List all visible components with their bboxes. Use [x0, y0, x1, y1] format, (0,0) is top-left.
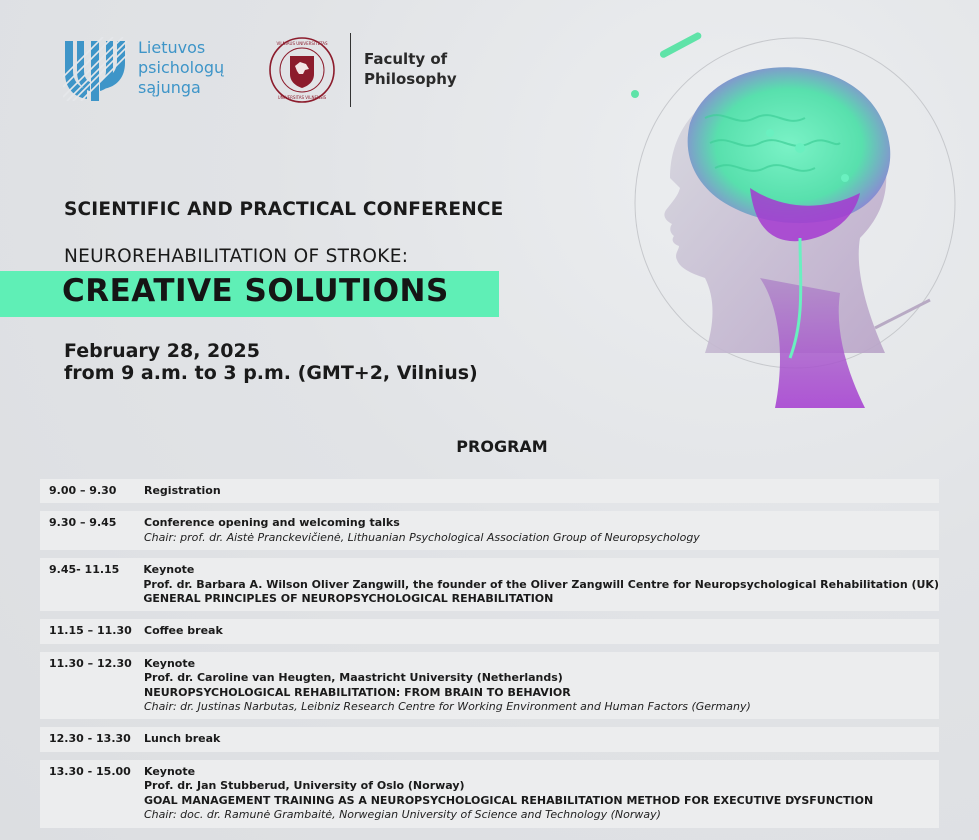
program-row: [40, 619, 939, 643]
program-row-line: Registration: [144, 484, 221, 497]
program-row-line: Keynote: [143, 563, 195, 577]
program-row-details: [144, 624, 939, 638]
program-row-line: Prof. dr. Barbara A. Wilson Oliver Zangwill, the founder of the Oliver Zangwill Centre for Neuropsychological Rehabilitation (UK): [143, 577, 939, 591]
program-row-line: Lunch break: [144, 732, 221, 746]
program-row-line: GENERAL PRINCIPLES OF NEUROPSYCHOLOGICAL REHABILITATION: [143, 592, 554, 606]
program-row-details: [143, 563, 939, 606]
program-row: [40, 558, 939, 611]
program-row-details: [144, 732, 939, 746]
faculty-line-1: Faculty of: [364, 50, 448, 68]
program-row-line: Conference opening and welcoming talks: [144, 516, 400, 530]
program-row-details: [144, 765, 939, 823]
program-row-time: 9.45- 11.15: [49, 563, 120, 577]
lps-line-2: psichologų: [138, 58, 225, 77]
program-row: [40, 479, 939, 503]
conference-time: from 9 a.m. to 3 p.m. (GMT+2, Vilnius): [64, 362, 478, 384]
program-row-line: Keynote: [144, 764, 196, 778]
conference-topic: NEUROREHABILITATION OF STROKE:: [64, 246, 409, 267]
program-row-time: 9.30 – 9.45: [49, 516, 117, 530]
program-row-line: Prof. dr. Caroline van Heugten, Maastricht University (Netherlands): [144, 671, 563, 685]
conference-date: February 28, 2025: [64, 340, 260, 362]
lps-line-3: sąjunga: [138, 78, 201, 97]
conference-type: SCIENTIFIC AND PRACTICAL CONFERENCE: [64, 199, 504, 220]
vilnius-university-seal-icon: [268, 36, 336, 104]
program-row-details: [144, 484, 939, 498]
program-title: PROGRAM: [456, 437, 548, 456]
lps-logo-icon: [63, 37, 127, 101]
program-row-time: 11.30 – 12.30: [49, 656, 132, 670]
lps-line-1: Lietuvos: [138, 38, 206, 57]
program-row-line: Prof. dr. Jan Stubberud, University of Oslo (Norway): [144, 779, 465, 793]
program-row: [40, 727, 939, 751]
lps-logo-text: [138, 38, 224, 98]
program-row-line: Keynote: [144, 656, 196, 670]
program-row-time: 12.30 - 13.30: [49, 732, 131, 746]
program-row-line: GOAL MANAGEMENT TRAINING AS A NEUROPSYCHOLOGICAL REHABILITATION METHOD FOR EXECUTIVE DYSFUNCTION: [144, 793, 874, 807]
program-row-time: 9.00 – 9.30: [49, 484, 117, 497]
program-row-chair: Chair: doc. dr. Ramunė Grambaitė, Norwegian University of Science and Technology (Norway): [144, 808, 661, 822]
brain-head-illustration: [610, 28, 960, 413]
faculty-line-2: Philosophy: [364, 70, 457, 88]
program-row-details: [144, 657, 939, 715]
program-row: [40, 511, 939, 550]
svg-text:VILNIAUS UNIVERSITETAS: VILNIAUS UNIVERSITETAS: [276, 41, 328, 46]
conference-subtitle: CREATIVE SOLUTIONS: [62, 273, 449, 309]
program-row-line: NEUROPSYCHOLOGICAL REHABILITATION: FROM BRAIN TO BEHAVIOR: [144, 685, 571, 699]
program-row-chair: Chair: dr. Justinas Narbutas, Leibniz Research Centre for Working Environment and Human Factors (Germany): [144, 700, 751, 714]
program-row: [40, 760, 939, 828]
program-row-time: 11.15 – 11.30: [49, 624, 132, 638]
faculty-name: [364, 49, 457, 89]
program-row-line: Coffee break: [144, 624, 223, 638]
svg-text:UNIVERSITAS VILNENSIS: UNIVERSITAS VILNENSIS: [277, 95, 327, 100]
program-row-chair: Chair: prof. dr. Aistė Pranckevičienė, Lithuanian Psychological Association Group of Neuropsychology: [144, 530, 700, 544]
program-row: [40, 652, 939, 720]
program-table: [40, 479, 939, 836]
program-row-details: [144, 516, 939, 545]
logo-divider: [350, 33, 351, 107]
program-row-time: 13.30 - 15.00: [49, 764, 131, 778]
